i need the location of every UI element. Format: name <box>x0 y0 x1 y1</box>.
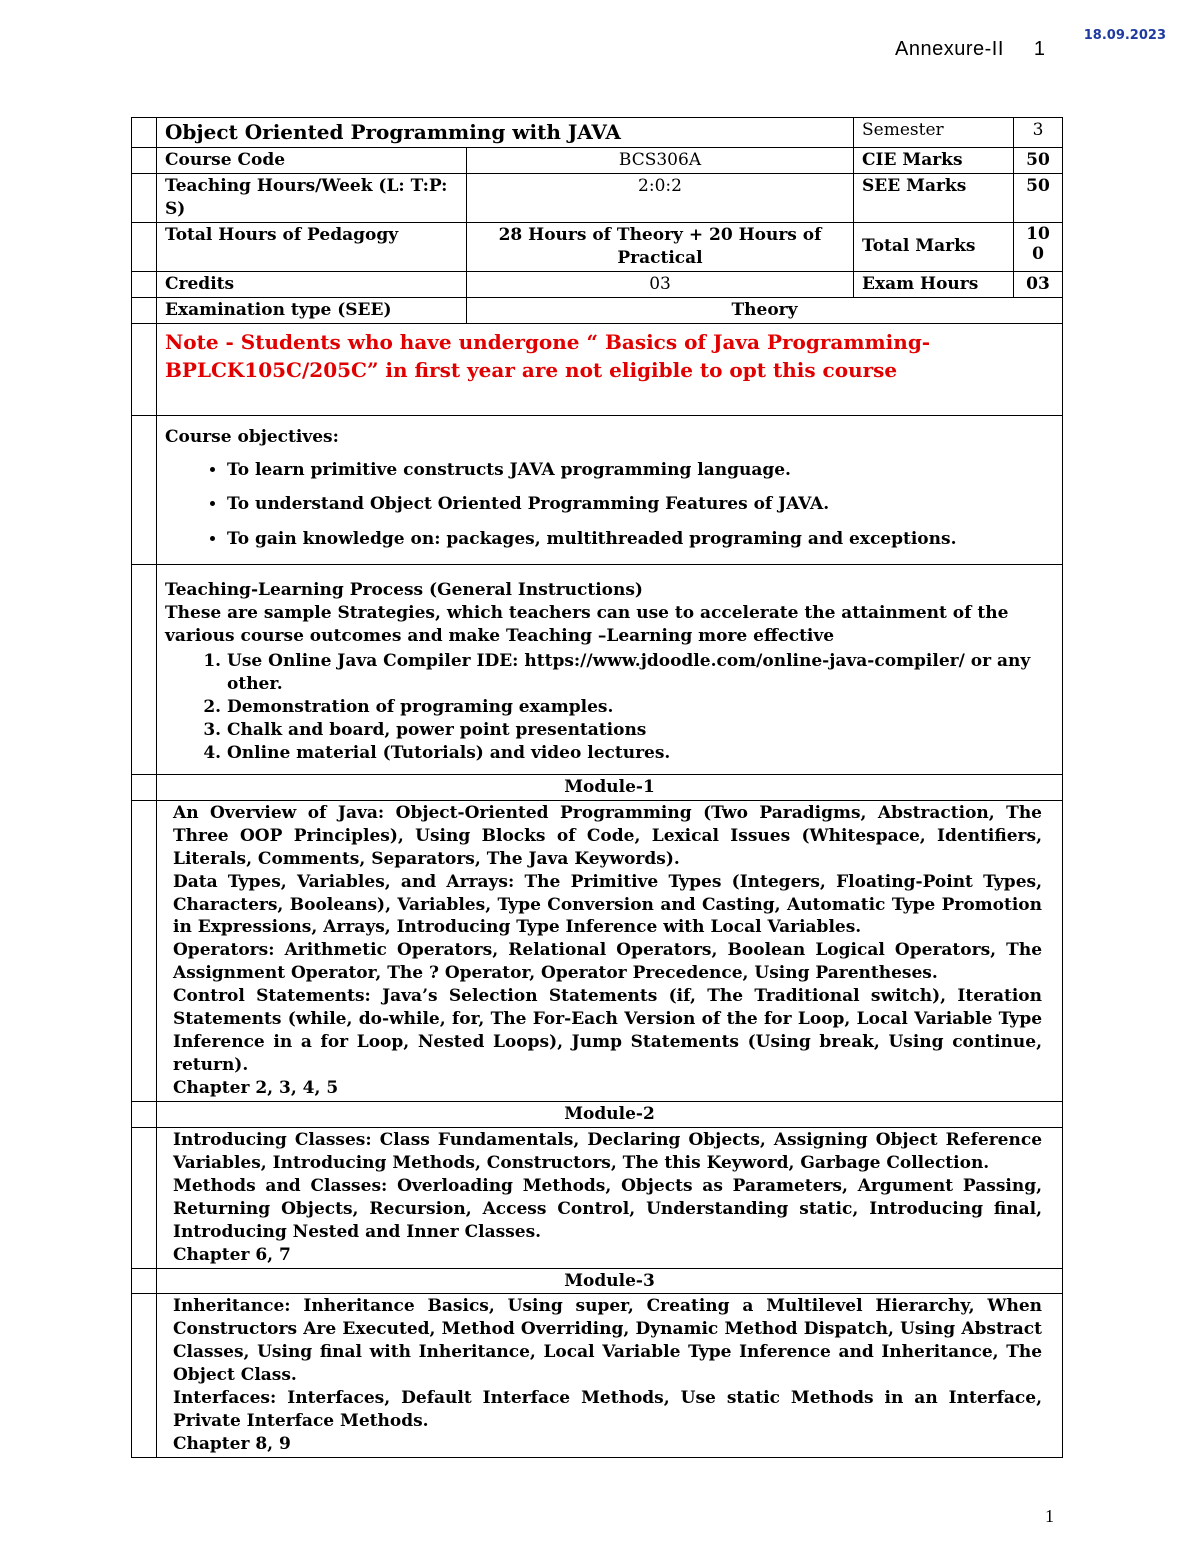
hours-row <box>132 173 1063 222</box>
total-marks-line1: 10 <box>1026 223 1050 244</box>
objectives-row <box>132 415 1063 565</box>
module-chapter: Chapter 2, 3, 4, 5 <box>173 1078 339 1098</box>
credits-label: Credits <box>157 271 467 297</box>
credits-value: 03 <box>467 271 854 297</box>
module-paragraph: An Overview of Java: Object-Oriented Programming (Two Paradigms, Abstraction, The Three OOP Principles), Using Blocks of Code, Lexical Issues (Whitespace, Identifiers, Literals, Comments, Separators, The Java Keywords). <box>173 802 1043 869</box>
title-row <box>132 118 1063 148</box>
total-marks-line2: 0 <box>1032 244 1044 265</box>
objectives-heading: Course objectives: <box>165 426 339 447</box>
pedagogy-row <box>132 222 1063 271</box>
see-label: SEE Marks <box>854 173 1014 222</box>
module-paragraph: Introducing Classes: Class Fundamentals, Declaring Objects, Assigning Object Reference Variables, Introducing Methods, Constructors, The this Keyword, Garbage Collection. <box>173 1129 1043 1173</box>
objectives-list <box>165 459 1054 552</box>
module-3-body-row <box>132 1294 1063 1458</box>
module-paragraph: Data Types, Variables, and Arrays: The Primitive Types (Integers, Floating-Point Types, Characters, Booleans), Variables, Type Conversion and Casting, Automatic Type Promotion in Expressions, Arrays, Introducing Type Inference with Local Variables. <box>173 871 1043 938</box>
annexure-label <box>895 38 1046 61</box>
see-value: 50 <box>1014 173 1063 222</box>
module-paragraph: Inheritance: Inheritance Basics, Using super, Creating a Multilevel Hierarchy, When Constructors Are Executed, Method Overriding, Dynamic Method Dispatch, Using Abstract Classes, Using final with Inheritance, Local Variable Type Inference and Inheritance, The Object Class. <box>173 1296 1043 1386</box>
module-paragraph: Methods and Classes: Overloading Methods, Objects as Parameters, Argument Passing, Returning Objects, Recursion, Access Control, Understanding static, Introducing final, Introducing Nested and Inner Classes. <box>173 1175 1043 1242</box>
note-row <box>132 323 1063 415</box>
total-marks-value <box>1014 222 1063 271</box>
cie-label: CIE Marks <box>854 148 1014 174</box>
cie-value: 50 <box>1014 148 1063 174</box>
list-item: • To gain knowledge on: packages, multithreaded programing and exceptions. <box>227 528 1054 551</box>
teaching-hours-value: 2:0:2 <box>467 173 854 222</box>
course-objectives <box>157 415 1063 565</box>
module-chapter: Chapter 6, 7 <box>173 1244 291 1265</box>
syllabus-table <box>131 117 1063 1458</box>
teaching-intro: These are sample Strategies, which teachers can use to accelerate the attainment of the various course outcomes and make Teaching –Learning more effective <box>165 603 1009 647</box>
semester-value: 3 <box>1014 118 1063 148</box>
exam-type-label: Examination type (SEE) <box>157 297 467 323</box>
module-3-header-row <box>132 1268 1063 1294</box>
course-title: Object Oriented Programming with JAVA <box>157 118 854 148</box>
course-code-label: Course Code <box>157 148 467 174</box>
list-item: • To learn primitive constructs JAVA programming language. <box>227 459 1054 482</box>
eligibility-note: Note - Students who have undergone “ Basics of Java Programming- BPLCK105C/205C” in first year are not eligible to opt this course <box>157 323 1063 415</box>
module-2-title: Module-2 <box>157 1101 1063 1127</box>
teaching-list <box>165 650 1054 765</box>
module-chapter: Chapter 8, 9 <box>173 1434 291 1455</box>
module-1-header-row <box>132 774 1063 800</box>
list-item: 1. Use Online Java Compiler IDE: https://www.jdoodle.com/online-java-compiler/ or any other. <box>227 650 1054 696</box>
document-date: 18.09.2023 <box>1083 28 1166 43</box>
page-number: 1 <box>1045 1506 1054 1526</box>
module-paragraph: Operators: Arithmetic Operators, Relational Operators, Boolean Logical Operators, The Assignment Operator, The ? Operator, Operator Precedence, Using Parentheses. <box>173 940 1043 984</box>
module-paragraph: Interfaces: Interfaces, Default Interface Methods, Use static Methods in an Interface, Private Interface Methods. <box>173 1388 1043 1432</box>
module-paragraph: Control Statements: Java’s Selection Statements (if, The Traditional switch), Iteration Statements (while, do-while, for, The For-Each Version of the for Loop, Local Variable Type Inference in a for Loop, Nested Loops), Jump Statements (Using break, Using continue, return). <box>173 986 1043 1076</box>
teaching-row <box>132 565 1063 775</box>
exam-hours-label: Exam Hours <box>854 271 1014 297</box>
course-code-value: BCS306A <box>467 148 854 174</box>
course-code-row <box>132 148 1063 174</box>
annexure-title: Annexure-II <box>895 38 1004 60</box>
module-2-content <box>157 1127 1063 1268</box>
list-item: • To understand Object Oriented Programming Features of JAVA. <box>227 493 1054 516</box>
credits-row <box>132 271 1063 297</box>
total-marks-label: Total Marks <box>854 222 1014 271</box>
annexure-page: 1 <box>1033 38 1046 60</box>
teaching-heading: Teaching-Learning Process (General Instructions) <box>165 580 643 601</box>
module-3-content <box>157 1294 1063 1458</box>
list-item: 3. Chalk and board, power point presentations <box>227 719 1054 742</box>
module-1-content <box>157 800 1063 1101</box>
module-3-title: Module-3 <box>157 1268 1063 1294</box>
module-1-title: Module-1 <box>157 774 1063 800</box>
module-2-body-row <box>132 1127 1063 1268</box>
teaching-learning-process <box>157 565 1063 775</box>
module-2-header-row <box>132 1101 1063 1127</box>
semester-label: Semester <box>854 118 1014 148</box>
pedagogy-value: 28 Hours of Theory + 20 Hours of Practical <box>467 222 854 271</box>
list-item: 2. Demonstration of programing examples. <box>227 696 1054 719</box>
module-1-body-row <box>132 800 1063 1101</box>
exam-type-row <box>132 297 1063 323</box>
teaching-hours-label: Teaching Hours/Week (L: T:P: S) <box>157 173 467 222</box>
list-item: 4. Online material (Tutorials) and video lectures. <box>227 742 1054 765</box>
exam-hours-value: 03 <box>1014 271 1063 297</box>
exam-type-value: Theory <box>467 297 1063 323</box>
pedagogy-label: Total Hours of Pedagogy <box>157 222 467 271</box>
